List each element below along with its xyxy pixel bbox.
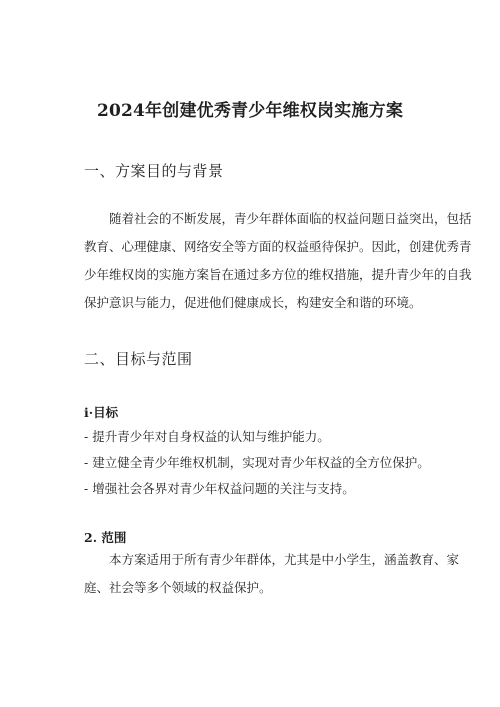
goal-item: - 建立健全青少年维权机制，实现对青少年权益的全方位保护。 (84, 455, 430, 470)
paragraph-line: 少年维权岗的实施方案旨在通过多方位的维权措施，提升青少年的自我 (84, 267, 472, 282)
document-title: 2024年创建优秀青少年维权岗实施方案 (96, 101, 404, 121)
paragraph-line: 随着社会的不断发展，青少年群体面临的权益问题日益突出，包括 (109, 211, 472, 226)
section-heading-goals-scope: 二、目标与范围 (84, 350, 193, 368)
paragraph-line: 教育、心理健康、网络安全等方面的权益亟待保护。因此，创建优秀青 (84, 239, 472, 254)
paragraph-line: 保护意识与能力，促进他们健康成长，构建安全和谐的环境。 (84, 295, 422, 310)
subheading-goals: i·目标 (84, 405, 119, 420)
subheading-scope: 2. 范围 (84, 530, 127, 545)
purpose-paragraph (84, 205, 472, 317)
goal-item: - 增强社会各界对青少年权益问题的关注与支持。 (84, 481, 355, 496)
goal-item: - 提升青少年对自身权益的认知与维护能力。 (84, 429, 330, 444)
section-heading-purpose: 一、方案目的与背景 (84, 162, 224, 180)
paragraph-line: 本方案适用于所有青少年群体，尤其是中小学生，涵盖教育、家 (109, 552, 460, 567)
scope-paragraph (84, 546, 460, 602)
paragraph-line: 庭、社会等多个领域的权益保护。 (84, 580, 272, 595)
